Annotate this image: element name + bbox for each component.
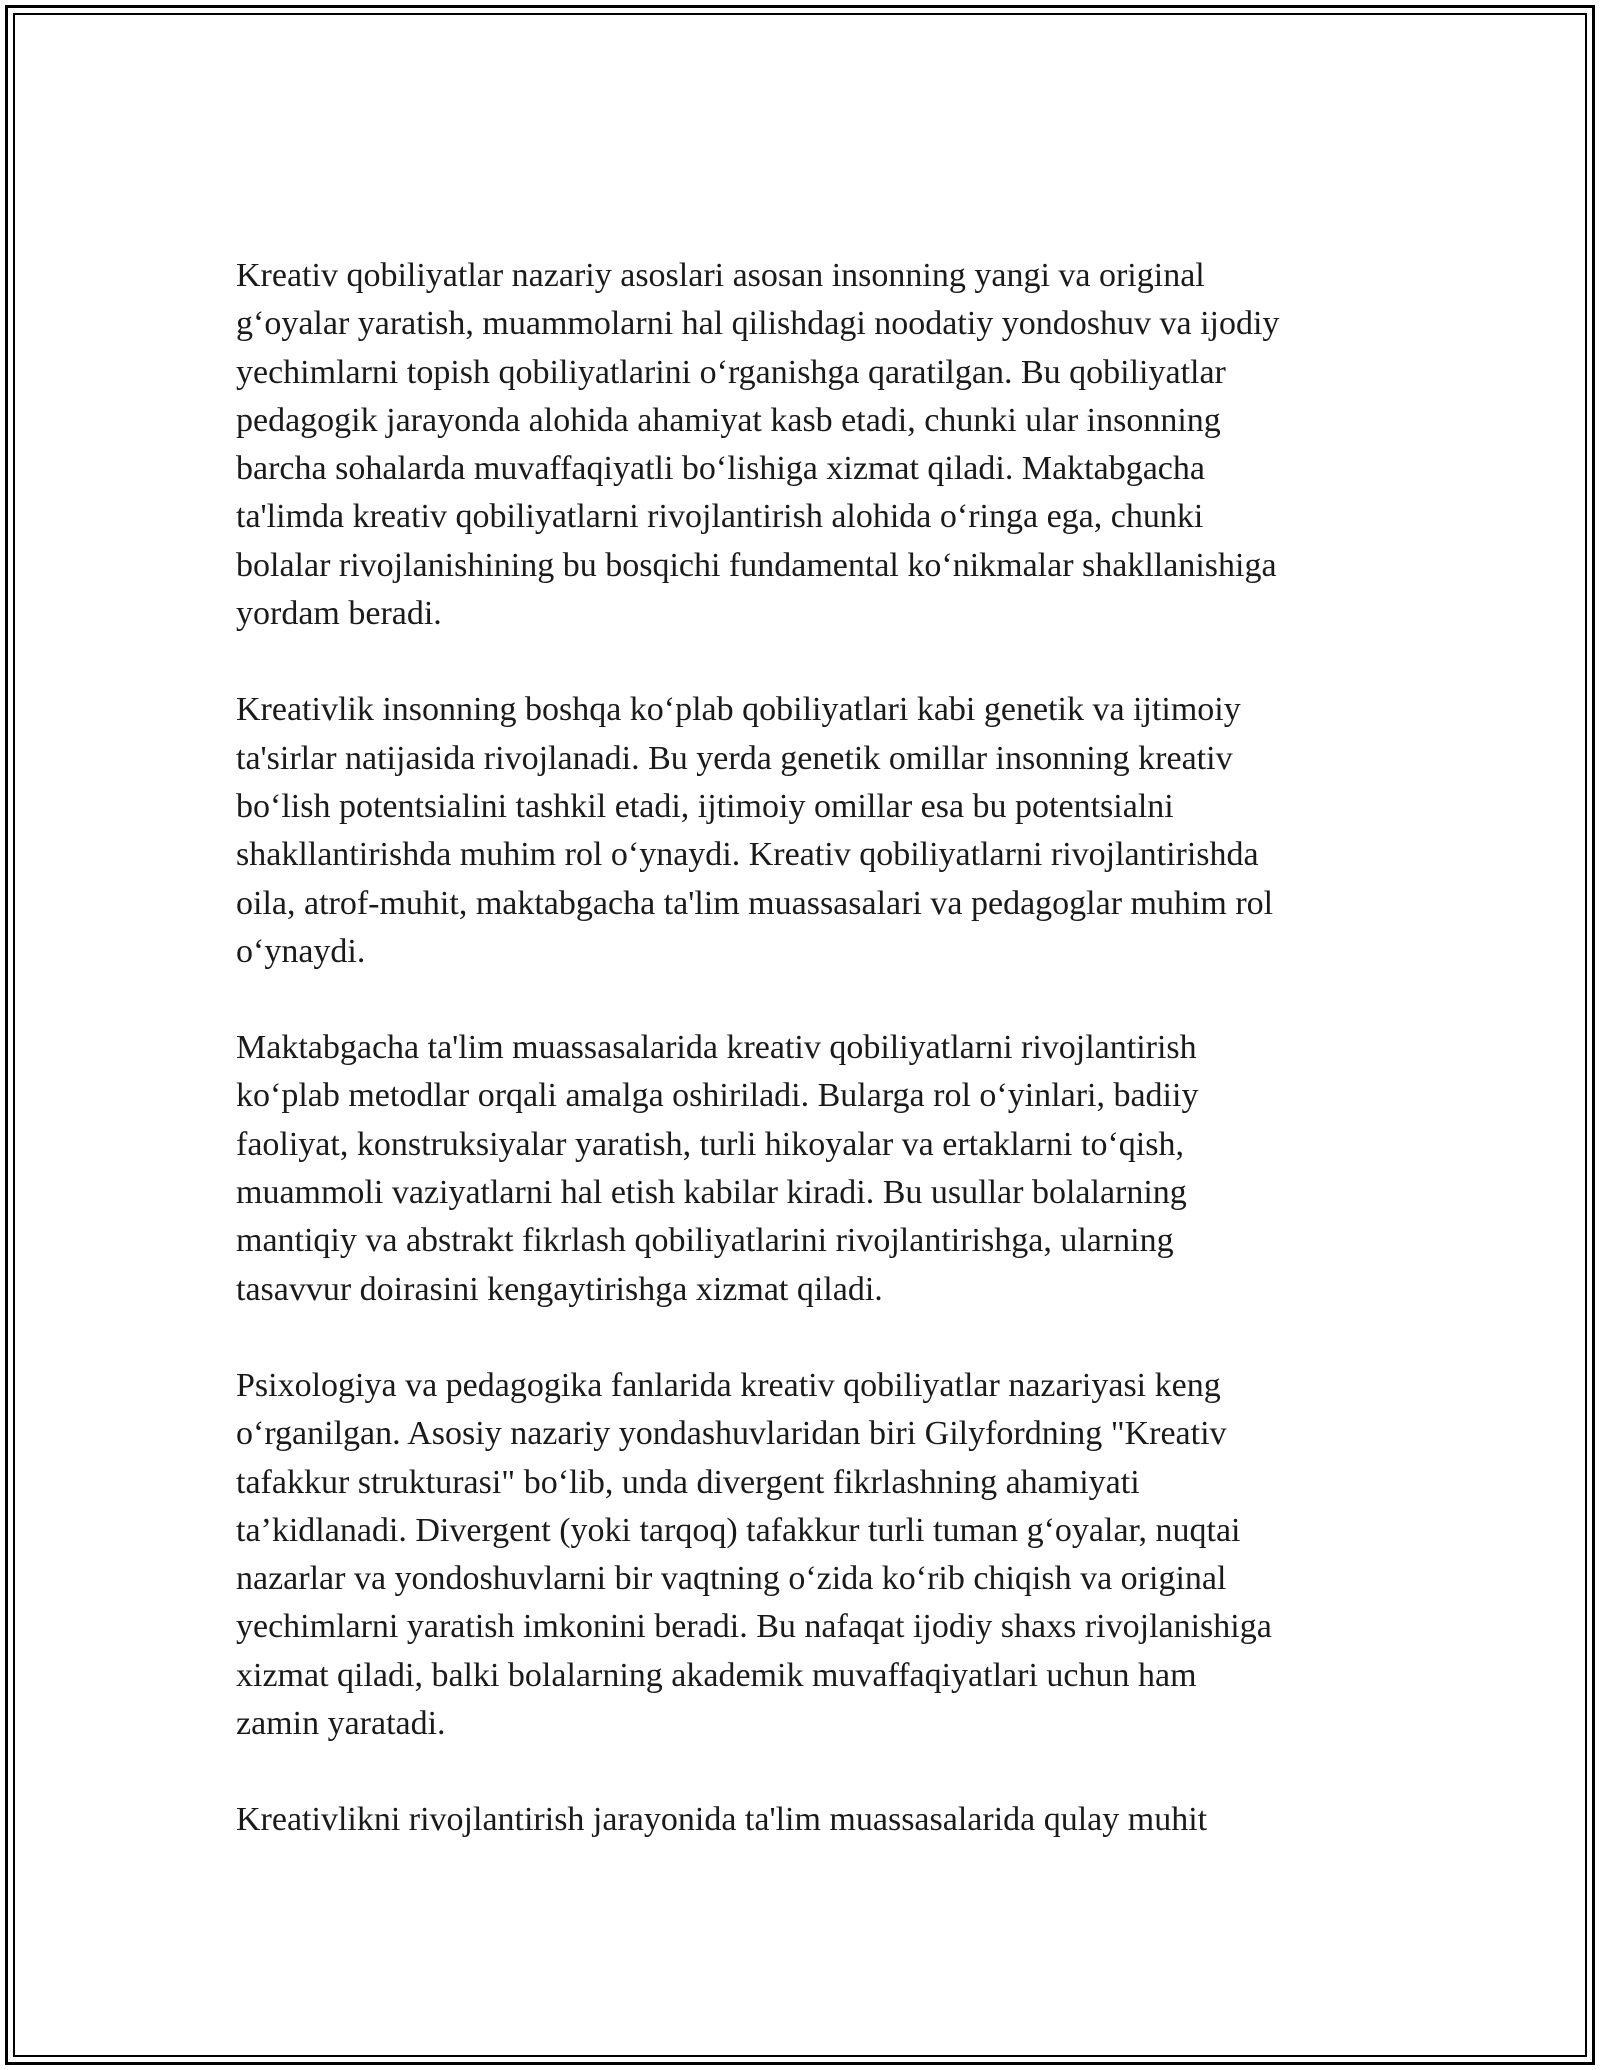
paragraph-2 bbox=[236, 686, 1376, 976]
document-body bbox=[236, 252, 1376, 1893]
text-line: zamin yaratadi. bbox=[236, 1705, 446, 1743]
text-line: ko‘plab metodlar orqali amalga oshiriladi. Bularga rol o‘yinlari, badiiy bbox=[236, 1077, 1199, 1115]
text-line: muammoli vaziyatlarni hal etish kabilar kiradi. Bu usullar bolalarning bbox=[236, 1174, 1187, 1212]
paragraph-4 bbox=[236, 1362, 1376, 1748]
text-line: Psixologiya va pedagogika fanlarida kreativ qobiliyatlar nazariyasi keng bbox=[236, 1366, 1221, 1404]
text-line: barcha sohalarda muvaffaqiyatli bo‘lishiga xizmat qiladi. Maktabgacha bbox=[236, 450, 1205, 488]
text-line: tasavvur doirasini kengaytirishga xizmat qiladi. bbox=[236, 1270, 883, 1308]
text-line: tafakkur strukturasi" bo‘lib, unda divergent fikrlashning ahamiyati bbox=[236, 1463, 1140, 1501]
text-line: ta’kidlanadi. Divergent (yoki tarqoq) tafakkur turli tuman g‘oyalar, nuqtai bbox=[236, 1511, 1241, 1549]
paragraph-1 bbox=[236, 252, 1376, 638]
text-line: mantiqiy va abstrakt fikrlash qobiliyatlarini rivojlantirishga, ularning bbox=[236, 1222, 1174, 1260]
text-line: yechimlarni topish qobiliyatlarini o‘rganishga qaratilgan. Bu qobiliyatlar bbox=[236, 353, 1226, 391]
text-line: g‘oyalar yaratish, muammolarni hal qilishdagi noodatiy yondoshuv va ijodiy bbox=[236, 305, 1280, 343]
text-line: ta'limda kreativ qobiliyatlarni rivojlantirish alohida o‘ringa ega, chunki bbox=[236, 498, 1204, 536]
text-line: o‘ynaydi. bbox=[236, 932, 366, 970]
text-line: o‘rganilgan. Asosiy nazariy yondashuvlaridan biri Gilyfordning "Kreativ bbox=[236, 1415, 1227, 1453]
text-line: bolalar rivojlanishining bu bosqichi fundamental ko‘nikmalar shakllanishiga bbox=[236, 546, 1277, 584]
text-line: faoliyat, konstruksiyalar yaratish, turli hikoyalar va ertaklarni to‘qish, bbox=[236, 1125, 1184, 1163]
paragraph-3 bbox=[236, 1024, 1376, 1314]
text-line: yechimlarni yaratish imkonini beradi. Bu nafaqat ijodiy shaxs rivojlanishiga bbox=[236, 1608, 1272, 1646]
text-line: oila, atrof-muhit, maktabgacha ta'lim muassasalari va pedagoglar muhim rol bbox=[236, 884, 1274, 922]
text-line: Kreativlikni rivojlantirish jarayonida ta'lim muassasalarida qulay muhit bbox=[236, 1801, 1208, 1839]
text-line: shakllantirishda muhim rol o‘ynaydi. Kreativ qobiliyatlarni rivojlantirishda bbox=[236, 836, 1259, 874]
text-line: ta'sirlar natijasida rivojlanadi. Bu yerda genetik omillar insonning kreativ bbox=[236, 739, 1233, 777]
text-line: yordam beradi. bbox=[236, 595, 442, 633]
text-line: bo‘lish potentsialini tashkil etadi, ijtimoiy omillar esa bu potentsialni bbox=[236, 787, 1174, 825]
text-line: xizmat qiladi, balki bolalarning akademik muvaffaqiyatlari uchun ham bbox=[236, 1656, 1197, 1694]
text-line: Maktabgacha ta'lim muassasalarida kreativ qobiliyatlarni rivojlantirish bbox=[236, 1029, 1197, 1067]
text-line: Kreativlik insonning boshqa ko‘plab qobiliyatlari kabi genetik va ijtimoiy bbox=[236, 691, 1241, 729]
text-line: pedagogik jarayonda alohida ahamiyat kasb etadi, chunki ular insonning bbox=[236, 401, 1221, 439]
text-line: nazarlar va yondoshuvlarni bir vaqtning o‘zida ko‘rib chiqish va original bbox=[236, 1560, 1227, 1598]
paragraph-5 bbox=[236, 1796, 1376, 1844]
text-line: Kreativ qobiliyatlar nazariy asoslari asosan insonning yangi va original bbox=[236, 257, 1205, 294]
